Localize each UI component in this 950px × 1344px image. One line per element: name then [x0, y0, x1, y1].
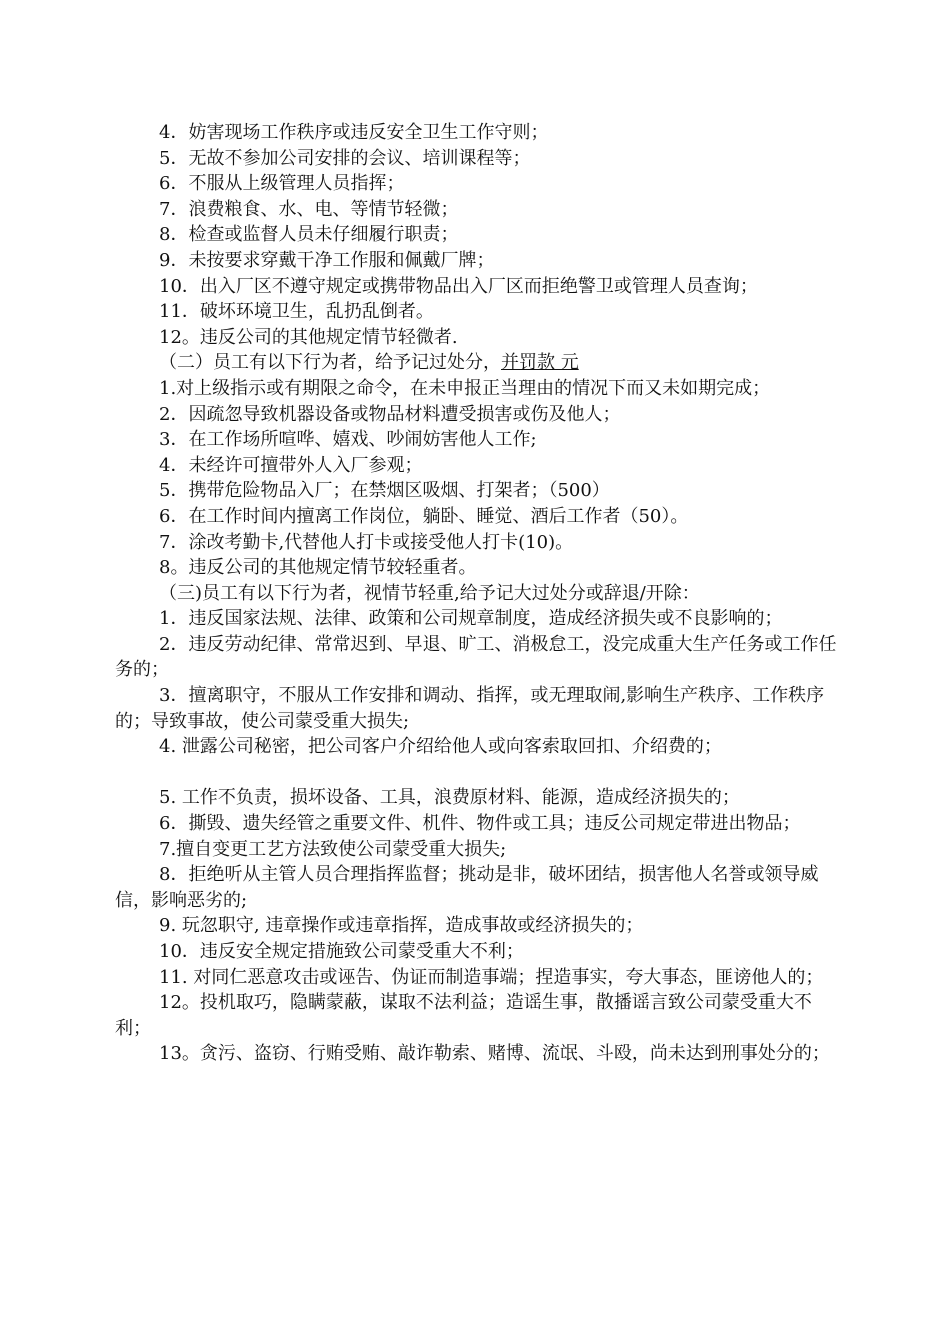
list-item: 11. 对同仁恶意攻击或诬告、伪证而制造事端；捏造事实，夸大事态，匪谤他人的； — [159, 966, 824, 988]
section-heading-2 — [115, 350, 840, 376]
list-item: 5．携带危险物品入厂；在禁烟区吸烟、打架者；（500） — [159, 480, 610, 502]
list-item: 3．擅离职守，不服从工作安排和调动、指挥，或无理取闹,影响生产秩序、工作秩序的；导致事故，使公司蒙受重大损失; — [115, 685, 825, 732]
list-item: 7.擅自变更工艺方法致使公司蒙受重大损失; — [159, 838, 507, 860]
list-item: 6．不服从上级管理人员指挥； — [159, 173, 405, 195]
list-item: 8。违反公司的其他规定情节较轻重者。 — [159, 557, 477, 579]
blank-line — [115, 760, 840, 786]
list-item: 9．未按要求穿戴干净工作服和佩戴厂牌； — [159, 249, 495, 271]
list-item: 4．妨害现场工作秩序或违反安全卫生工作守则； — [159, 122, 549, 143]
list-item: 12。违反公司的其他规定情节轻微者. — [159, 326, 458, 348]
list-item: 11．破坏环境卫生，乱扔乱倒者。 — [159, 301, 434, 323]
list-item: 5．无故不参加公司安排的会议、培训课程等； — [159, 147, 531, 169]
list-item: 12。投机取巧，隐瞒蒙蔽，谋取不法利益；造谣生事，散播谣言致公司蒙受重大不利； — [115, 992, 812, 1039]
list-item: 1.对上级指示或有期限之命令，在未申报正当理由的情况下而又未如期完成； — [159, 377, 771, 399]
list-item: 10．违反安全规定措施致公司蒙受重大不利； — [159, 941, 524, 962]
list-item: 8．拒绝听从主管人员合理指挥监督；挑动是非，破坏团结，损害他人名誉或领导威信，影响恶劣的; — [115, 864, 819, 911]
list-item: 5. 工作不负责，损坏设备、工具，浪费原材料、能源，造成经济损失的； — [159, 787, 740, 809]
list-item: 4. 泄露公司秘密，把公司客户介绍给他人或向客索取回扣、介绍费的； — [159, 736, 722, 758]
list-item: 7．浪费粮食、水、电、等情节轻微； — [159, 198, 459, 220]
list-item: 6．在工作时间内擅离工作岗位，躺卧、睡觉、酒后工作者（50）。 — [159, 505, 689, 527]
list-item: 2．违反劳动纪律、常常迟到、早退、旷工、消极怠工，没完成重大生产任务或工作任务的； — [115, 633, 837, 681]
list-item: 13。贪污、盗窃、行贿受贿、敲诈勒索、赌博、流氓、斗殴，尚未达到刑事处分的； — [159, 1043, 830, 1065]
section-heading-3: （三)员工有以下行为者，视情节轻重,给予记大过处分或辞退/开除： — [159, 582, 700, 604]
fine-amount-blank: 并罚款 元 — [501, 352, 579, 374]
list-item: 4．未经许可擅带外人入厂参观； — [159, 454, 423, 476]
list-item: 1．违反国家法规、法律、政策和公司规章制度，造成经济损失或不良影响的； — [159, 608, 783, 630]
list-item: 3．在工作场所喧哗、嬉戏、吵闹妨害他人工作; — [159, 429, 537, 451]
document-body — [115, 120, 840, 1067]
list-item: 10．出入厂区不遵守规定或携带物品出入厂区而拒绝警卫或管理人员查询； — [159, 275, 758, 297]
list-item: 9. 玩忽职守, 违章操作或违章指挥，造成事故或经济损失的； — [159, 915, 644, 937]
list-item: 7．涂改考勤卡,代替他人打卡或接受他人打卡(10)。 — [159, 531, 574, 553]
section-heading-2-text: （二）员工有以下行为者，给予记过处分， — [159, 352, 501, 374]
list-item: 8．检查或监督人员未仔细履行职责； — [159, 224, 459, 246]
list-item: 6．撕毁、遗失经管之重要文件、机件、物件或工具；违反公司规定带进出物品； — [159, 813, 801, 835]
list-item: 2．因疏忽导致机器设备或物品材料遭受损害或伤及他人； — [159, 403, 621, 425]
